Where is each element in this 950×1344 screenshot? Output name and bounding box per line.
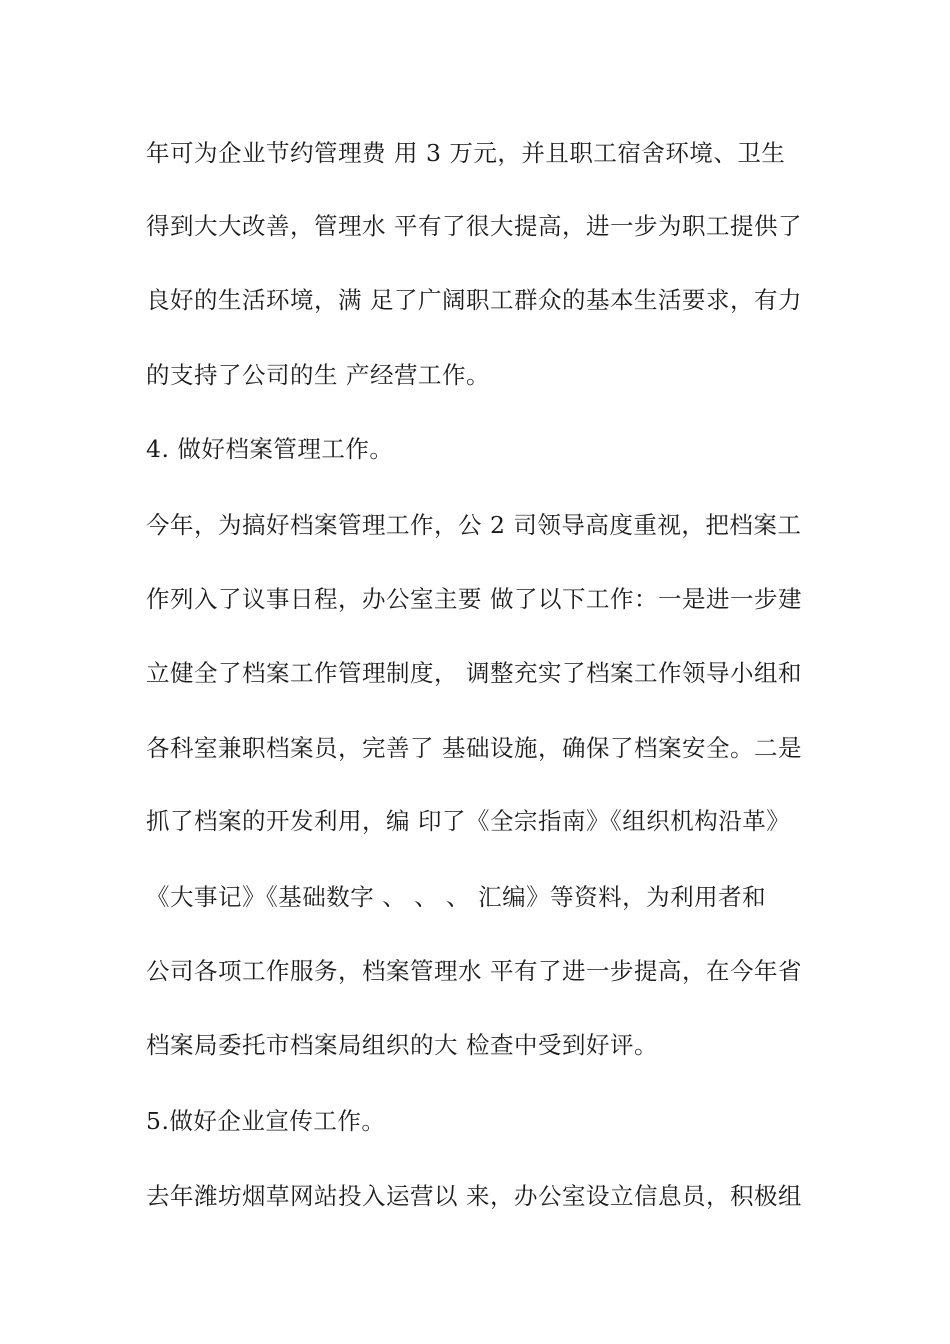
text-line: 立健全了档案工作管理制度， 调整充实了档案工作领导小组和 <box>146 659 802 687</box>
text-line: 抓了档案的开发利用，编 印了《全宗指南》《组织机构沿革》 <box>146 807 791 835</box>
text-line: 良好的生活环境，满 足了广阔职工群众的基本生活要求，有力 <box>146 286 802 314</box>
text-line: 档案局委托市档案局组织的大 检查中受到好评。 <box>146 1031 658 1059</box>
text-line: 作列入了议事日程，办公室主要 做了以下工作：一是进一步建 <box>146 585 802 613</box>
text-line: 去年潍坊烟草网站投入运营以 来，办公室设立信息员，积极组 <box>146 1182 802 1210</box>
text-line: 年可为企业节约管理费 用 3 万元，并且职工宿舍环境、卫生 <box>146 139 786 167</box>
text-line: 《大事记》《基础数字 、 、 、 汇编》等资料，为利用者和 <box>146 883 767 911</box>
text-line: 的支持了公司的生 产经营工作。 <box>146 361 490 389</box>
section-heading: 5.做好企业宣传工作。 <box>146 1107 386 1135</box>
text-line: 得到大大改善，管理水 平有了很大提高，进一步为职工提供了 <box>146 212 802 240</box>
text-line: 各科室兼职档案员，完善了 基础设施，确保了档案安全。二是 <box>146 734 802 762</box>
section-heading: 4. 做好档案管理工作。 <box>146 435 394 463</box>
text-line: 公司各项工作服务，档案管理水 平有了进一步提高，在今年省 <box>146 957 802 985</box>
text-line: 今年，为搞好档案管理工作，公 2 司领导高度重视，把档案工 <box>146 511 802 539</box>
